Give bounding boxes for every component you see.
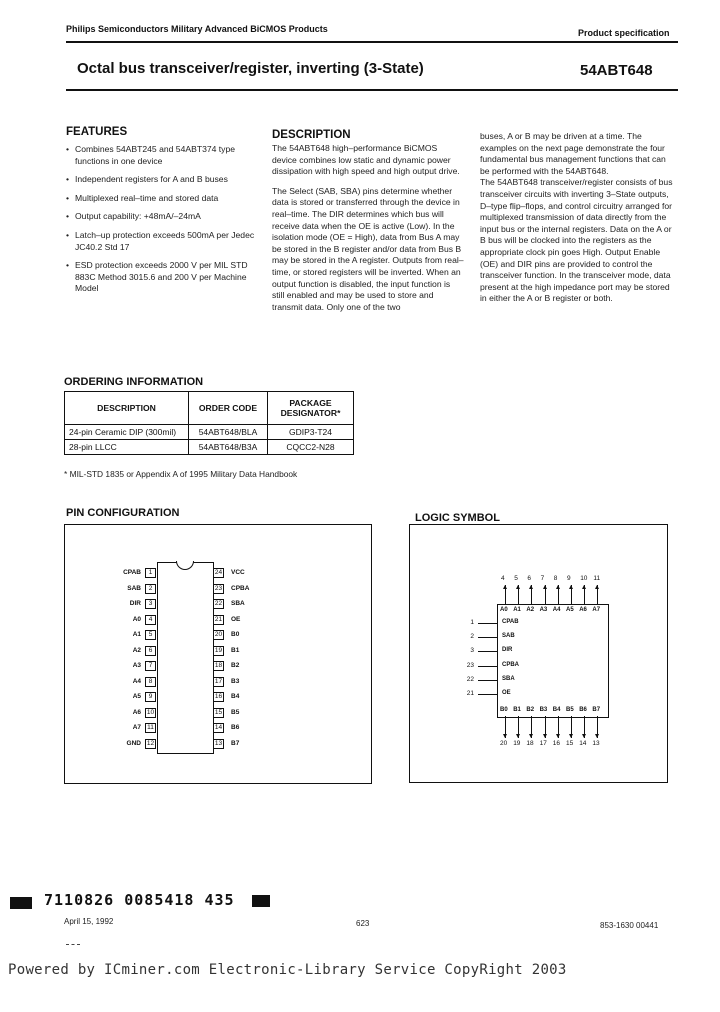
logic-bottom-number: 20 (500, 740, 508, 747)
pin-label-left: A0 (132, 615, 141, 623)
description-para3: buses, A or B may be driven at a time. The examples on the next page demonstrate the four fundamental bus management functions that can be performed with the 54ABT648. (480, 131, 666, 176)
logic-bottom-number: 15 (566, 740, 574, 747)
pin-label-right: B7 (231, 739, 240, 747)
pin-number-left: 7 (145, 661, 156, 671)
logic-b-label: B2 (526, 707, 535, 713)
footer-doc-code: 853-1630 00441 (600, 921, 659, 930)
logic-top-number: 7 (540, 575, 545, 582)
pin-number-right: 23 (214, 584, 223, 592)
col-package: PACKAGE DESIGNATOR* (268, 392, 354, 425)
pin-label-right: B3 (231, 677, 240, 685)
pin-number-right: 19 (214, 646, 223, 654)
logic-control-label: CPAB (502, 619, 519, 625)
logic-top-number: 4 (501, 575, 505, 582)
feature-item: • Independent registers for A and B buses (66, 174, 256, 186)
header-rule-bottom (66, 89, 678, 91)
pin-label-left: GND (126, 739, 141, 747)
logic-a-label: A6 (579, 607, 587, 613)
cell-package: CQCC2-N28 (268, 440, 354, 455)
pin-label-right: B1 (231, 646, 240, 654)
logic-a-label: A4 (552, 607, 561, 613)
pin-number-right: 14 (214, 724, 223, 731)
pin-label-left: CPAB (123, 569, 141, 576)
pin-number-left: 3 (145, 599, 156, 609)
arrow-up-icon (529, 585, 533, 589)
logic-control-number: 2 (470, 633, 474, 641)
cell-order-code: 54ABT648/BLA (189, 425, 268, 440)
pin-number-left: 2 (145, 584, 156, 594)
pin-number-left: 6 (145, 646, 156, 656)
logic-control-number: 22 (466, 675, 474, 683)
pin-label-right: B5 (231, 708, 240, 716)
description-para2: The Select (SAB, SBA) pins determine whether data is stored or transferred through the device in real–time. The DIR determines which bus will receive data when the OE is active (Low). In the isolation mode (OE = High), data from Bus A may be stored in the B register and/or data from Bus B may be stored in the A register. Outputs from real–time, or stored registers will be inverted. When an output function is disabled, the input function is still enabled and may be used to store and transmit data. Only one of the two (272, 185, 464, 312)
cell-description: 28-pin LLCC (65, 440, 189, 455)
logic-bottom-number: 16 (552, 740, 561, 747)
pin-label-right: CPBA (231, 584, 250, 592)
logic-top-number: 5 (514, 575, 518, 582)
arrow-up-icon (556, 585, 560, 589)
pin-label-left: A4 (132, 677, 141, 685)
logic-top-number: 10 (580, 575, 588, 582)
logic-b-label: B0 (500, 707, 508, 713)
pin-label-right: B6 (231, 724, 240, 731)
footer-date: April 15, 1992 (64, 917, 114, 926)
footer-page: 623 (356, 919, 370, 928)
logic-b-label: B4 (552, 707, 561, 713)
logic-control-label: SAB (502, 633, 515, 640)
pin-label-left: SAB (127, 584, 141, 592)
logic-control-line (478, 623, 497, 624)
pin-number-right: 17 (214, 677, 223, 685)
footer-dash (66, 944, 80, 945)
pin-number-left: 1 (145, 568, 156, 578)
description-para4: The 54ABT648 transceiver/register consists of bus transceiver circuits with inverting 3–State outputs, D–type flip–flops, and control circuitry arranged for multiplexed transmission of data directly from the input bus or the internal registers. Data on the A or B bus will be clocked into the registers as the appropriate clock pin goes High. Output Enable (OE) and DIR pins are provided to control the transceiver function. In the transceiver mode, data present at the high impedance port may be stored in either the A or B register or both. (480, 177, 673, 304)
pin-number-left: 11 (145, 723, 156, 733)
barcode-number: 7110826 0085418 435 (44, 891, 235, 909)
doc-type: Product specification (578, 28, 670, 38)
arrow-up-icon (582, 585, 586, 589)
description-col1 (272, 143, 464, 321)
logic-control-number: 1 (470, 619, 474, 626)
logic-control-number: 21 (466, 690, 474, 697)
ordering-footnote: * MIL-STD 1835 or Appendix A of 1995 Military Data Handbook (64, 469, 298, 479)
table-row (65, 425, 354, 440)
logic-b-label: B7 (592, 707, 601, 713)
pin-label-left: A6 (132, 708, 141, 716)
logic-top-number: 8 (553, 575, 558, 582)
arrow-up-icon (569, 585, 573, 589)
description-para1: The 54ABT648 high–performance BiCMOS device combines low static and dynamic power dissipation with high speed and high output drive. (272, 143, 460, 177)
pin-number-right: 24 (214, 569, 223, 576)
header-rule-top (66, 41, 678, 43)
arrow-up-icon (595, 585, 599, 589)
logic-control-label: DIR (502, 647, 513, 654)
logic-b-label: B6 (579, 707, 587, 713)
pin-label-right: VCC (231, 569, 245, 576)
pin-number-right: 15 (214, 708, 223, 716)
cell-package: GDIP3-T24 (268, 425, 354, 440)
logic-top-number: 9 (567, 575, 571, 582)
pin-number-right: 22 (214, 600, 223, 607)
logic-b-label: B5 (566, 707, 574, 713)
logic-bottom-number: 17 (539, 740, 547, 747)
arrow-up-icon (516, 585, 520, 589)
logic-bottom-number: 19 (513, 740, 521, 747)
feature-item: • Multiplexed real–time and stored data (66, 193, 256, 205)
logic-a-label: A3 (539, 607, 548, 613)
pin-label-right: B0 (231, 631, 240, 638)
ordering-header-row (65, 392, 354, 425)
pin-number-left: 12 (146, 739, 155, 747)
logic-control-label: CPBA (502, 661, 520, 668)
pin-number-left: 9 (145, 692, 156, 702)
description-col2 (480, 131, 676, 313)
pin-label-right: OE (231, 615, 241, 623)
pin-label-left: A2 (132, 646, 141, 654)
pin-label-right: B4 (231, 693, 240, 700)
arrow-down-icon (529, 734, 533, 738)
features-list (66, 144, 256, 302)
logic-a-label: A7 (592, 607, 601, 613)
arrow-down-icon (556, 734, 560, 738)
arrow-down-icon (503, 734, 507, 738)
ordering-heading: ORDERING INFORMATION (64, 376, 204, 388)
logic-control-line (478, 680, 497, 681)
pin-label-left: DIR (129, 600, 141, 607)
arrow-down-icon (595, 734, 599, 738)
logic-top-number: 11 (593, 575, 601, 582)
pin-number-right: 16 (214, 693, 223, 700)
table-row (65, 440, 354, 455)
arrow-down-icon (582, 734, 586, 738)
feature-item: • Output capability: +48mA/–24mA (66, 211, 256, 223)
feature-item: • ESD protection exceeds 2000 V per MIL STD 883C Method 3015.6 and 200 V per Machine Model (66, 260, 256, 295)
logic-bottom-number: 14 (579, 740, 587, 747)
arrow-down-icon (543, 734, 547, 738)
page-title: Octal bus transceiver/register, inverting (3-State) (77, 60, 424, 77)
pin-number-left: 8 (145, 677, 156, 687)
logic-top-number: 6 (527, 575, 532, 582)
arrow-down-icon (516, 734, 520, 738)
feature-item: • Latch–up protection exceeds 500mA per Jedec JC40.2 Std 17 (66, 230, 256, 253)
logic-control-number: 3 (470, 647, 474, 655)
logic-a-label: A2 (526, 607, 535, 613)
pin-label-left: A7 (132, 724, 141, 731)
logic-control-line (478, 694, 497, 695)
barcode-mark-left (10, 897, 32, 909)
part-number: 54ABT648 (580, 62, 653, 79)
arrow-up-icon (543, 585, 547, 589)
col-order-code: ORDER CODE (189, 392, 268, 425)
ordering-table (64, 391, 354, 455)
pin-label-left: A3 (132, 662, 141, 669)
pin-config-heading: PIN CONFIGURATION (66, 507, 180, 519)
pin-label-left: A5 (132, 693, 141, 700)
logic-bottom-number: 13 (592, 740, 600, 747)
pin-number-left: 10 (146, 708, 155, 716)
pin-number-right: 20 (214, 631, 223, 638)
logic-control-line (478, 637, 497, 638)
company-line: Philips Semiconductors Military Advanced BiCMOS Products (66, 24, 328, 34)
cell-description: 24-pin Ceramic DIP (300mil) (65, 425, 189, 440)
logic-bottom-number: 18 (526, 740, 534, 747)
logic-control-line (478, 666, 497, 667)
powered-by: Powered by ICminer.com Electronic-Library Service CopyRight 2003 (8, 962, 567, 978)
pin-label-left: A1 (132, 631, 141, 638)
feature-item: • Combines 54ABT245 and 54ABT374 type functions in one device (66, 144, 256, 167)
logic-b-label: B3 (539, 707, 548, 713)
pin-label-right: B2 (231, 662, 240, 669)
description-heading: DESCRIPTION (272, 129, 351, 141)
pin-number-right: 21 (214, 615, 223, 623)
cell-order-code: 54ABT648/B3A (189, 440, 268, 455)
pin-number-right: 13 (214, 739, 223, 747)
logic-a-label: A1 (513, 607, 521, 613)
pin-number-left: 4 (145, 615, 156, 625)
barcode-mark-right (252, 895, 270, 907)
logic-a-label: A5 (566, 607, 574, 613)
logic-symbol-heading: LOGIC SYMBOL (415, 512, 500, 524)
arrow-up-icon (503, 585, 507, 589)
features-heading: FEATURES (66, 126, 128, 138)
logic-a-label: A0 (500, 607, 508, 613)
logic-control-number: 23 (466, 661, 474, 669)
logic-control-label: SBA (502, 675, 515, 682)
logic-b-label: B1 (513, 707, 521, 713)
dip-package-body (157, 562, 214, 754)
arrow-down-icon (569, 734, 573, 738)
logic-control-label: OE (502, 690, 511, 696)
pin-label-right: SBA (231, 600, 245, 607)
pin-number-right: 18 (214, 662, 223, 669)
logic-control-line (478, 651, 497, 652)
pin-number-left: 5 (145, 630, 156, 640)
col-description: DESCRIPTION (65, 392, 189, 425)
